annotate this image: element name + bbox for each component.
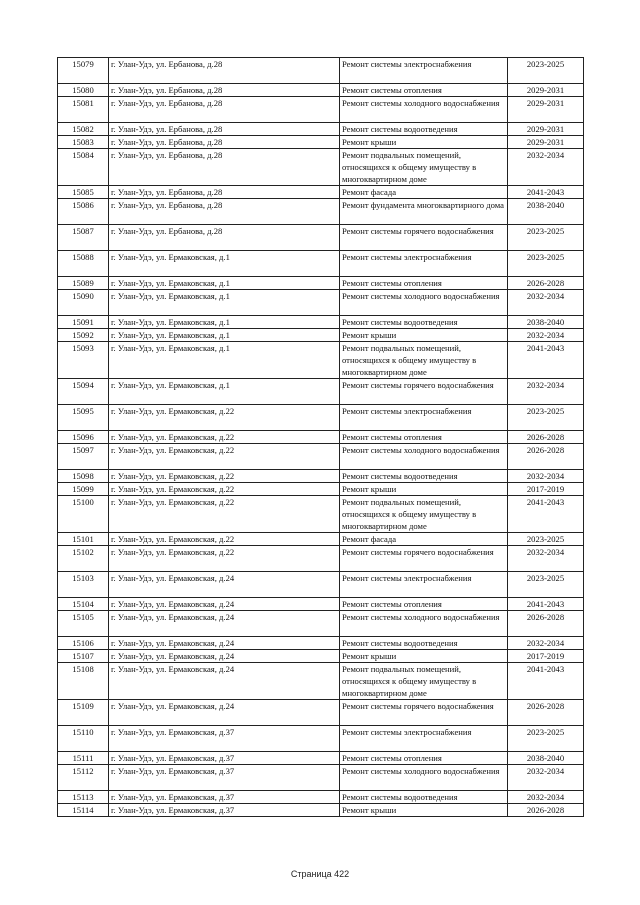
table-row bbox=[58, 663, 584, 700]
row-number: 15081 bbox=[58, 97, 109, 123]
row-number: 15093 bbox=[58, 342, 109, 379]
address-cell: г. Улан-Удэ, ул. Ербанова, д.28 bbox=[109, 199, 340, 225]
table-row bbox=[58, 483, 584, 496]
period-cell: 2029-2031 bbox=[508, 123, 584, 136]
table-row bbox=[58, 546, 584, 572]
work-type-cell: Ремонт подвальных помещений, относящихся к общему имуществу в многоквартирном доме bbox=[340, 149, 508, 186]
table-row bbox=[58, 199, 584, 225]
period-cell: 2041-2043 bbox=[508, 598, 584, 611]
address-cell: г. Улан-Удэ, ул. Ермаковская, д.24 bbox=[109, 700, 340, 726]
table-row bbox=[58, 405, 584, 431]
work-type-cell: Ремонт системы горячего водоснабжения bbox=[340, 700, 508, 726]
row-number: 15106 bbox=[58, 637, 109, 650]
row-number: 15098 bbox=[58, 470, 109, 483]
table-row bbox=[58, 765, 584, 791]
period-cell: 2041-2043 bbox=[508, 342, 584, 379]
address-cell: г. Улан-Удэ, ул. Ербанова, д.28 bbox=[109, 186, 340, 199]
period-cell: 2032-2034 bbox=[508, 637, 584, 650]
period-cell: 2029-2031 bbox=[508, 97, 584, 123]
table-row bbox=[58, 496, 584, 533]
row-number: 15089 bbox=[58, 277, 109, 290]
row-number: 15108 bbox=[58, 663, 109, 700]
period-cell: 2029-2031 bbox=[508, 136, 584, 149]
period-cell: 2038-2040 bbox=[508, 316, 584, 329]
row-number: 15087 bbox=[58, 225, 109, 251]
work-type-cell: Ремонт системы горячего водоснабжения bbox=[340, 546, 508, 572]
work-type-cell: Ремонт системы электроснабжения bbox=[340, 572, 508, 598]
address-cell: г. Улан-Удэ, ул. Ермаковская, д.37 bbox=[109, 752, 340, 765]
table-row bbox=[58, 186, 584, 199]
address-cell: г. Улан-Удэ, ул. Ермаковская, д.1 bbox=[109, 342, 340, 379]
address-cell: г. Улан-Удэ, ул. Ермаковская, д.22 bbox=[109, 496, 340, 533]
period-cell: 2026-2028 bbox=[508, 804, 584, 817]
row-number: 15094 bbox=[58, 379, 109, 405]
period-cell: 2032-2034 bbox=[508, 470, 584, 483]
row-number: 15095 bbox=[58, 405, 109, 431]
row-number: 15104 bbox=[58, 598, 109, 611]
address-cell: г. Улан-Удэ, ул. Ермаковская, д.1 bbox=[109, 290, 340, 316]
row-number: 15085 bbox=[58, 186, 109, 199]
row-number: 15088 bbox=[58, 251, 109, 277]
period-cell: 2026-2028 bbox=[508, 444, 584, 470]
period-cell: 2032-2034 bbox=[508, 546, 584, 572]
table-row bbox=[58, 290, 584, 316]
work-type-cell: Ремонт системы отопления bbox=[340, 598, 508, 611]
period-cell: 2032-2034 bbox=[508, 791, 584, 804]
address-cell: г. Улан-Удэ, ул. Ермаковская, д.22 bbox=[109, 470, 340, 483]
address-cell: г. Улан-Удэ, ул. Ермаковская, д.1 bbox=[109, 277, 340, 290]
address-cell: г. Улан-Удэ, ул. Ербанова, д.28 bbox=[109, 136, 340, 149]
work-type-cell: Ремонт подвальных помещений, относящихся к общему имуществу в многоквартирном доме bbox=[340, 663, 508, 700]
period-cell: 2038-2040 bbox=[508, 199, 584, 225]
address-cell: г. Улан-Удэ, ул. Ермаковская, д.37 bbox=[109, 765, 340, 791]
row-number: 15101 bbox=[58, 533, 109, 546]
work-type-cell: Ремонт системы электроснабжения bbox=[340, 726, 508, 752]
period-cell: 2032-2034 bbox=[508, 765, 584, 791]
address-cell: г. Улан-Удэ, ул. Ермаковская, д.1 bbox=[109, 329, 340, 342]
work-type-cell: Ремонт системы холодного водоснабжения bbox=[340, 97, 508, 123]
period-cell: 2041-2043 bbox=[508, 496, 584, 533]
table-row bbox=[58, 533, 584, 546]
row-number: 15105 bbox=[58, 611, 109, 637]
work-type-cell: Ремонт системы холодного водоснабжения bbox=[340, 290, 508, 316]
row-number: 15111 bbox=[58, 752, 109, 765]
table-row bbox=[58, 97, 584, 123]
table-row bbox=[58, 700, 584, 726]
table-row bbox=[58, 572, 584, 598]
period-cell: 2023-2025 bbox=[508, 58, 584, 84]
period-cell: 2041-2043 bbox=[508, 663, 584, 700]
table-row bbox=[58, 611, 584, 637]
row-number: 15114 bbox=[58, 804, 109, 817]
row-number: 15083 bbox=[58, 136, 109, 149]
address-cell: г. Улан-Удэ, ул. Ербанова, д.28 bbox=[109, 149, 340, 186]
work-type-cell: Ремонт крыши bbox=[340, 650, 508, 663]
row-number: 15103 bbox=[58, 572, 109, 598]
period-cell: 2032-2034 bbox=[508, 290, 584, 316]
period-cell: 2026-2028 bbox=[508, 611, 584, 637]
address-cell: г. Улан-Удэ, ул. Ермаковская, д.22 bbox=[109, 431, 340, 444]
address-cell: г. Улан-Удэ, ул. Ербанова, д.28 bbox=[109, 84, 340, 97]
table-row bbox=[58, 277, 584, 290]
address-cell: г. Улан-Удэ, ул. Ермаковская, д.22 bbox=[109, 533, 340, 546]
work-type-cell: Ремонт подвальных помещений, относящихся к общему имуществу в многоквартирном доме bbox=[340, 342, 508, 379]
period-cell: 2032-2034 bbox=[508, 329, 584, 342]
work-type-cell: Ремонт системы отопления bbox=[340, 431, 508, 444]
period-cell: 2023-2025 bbox=[508, 572, 584, 598]
address-cell: г. Улан-Удэ, ул. Ермаковская, д.24 bbox=[109, 650, 340, 663]
work-type-cell: Ремонт системы водоотведения bbox=[340, 637, 508, 650]
row-number: 15112 bbox=[58, 765, 109, 791]
address-cell: г. Улан-Удэ, ул. Ермаковская, д.24 bbox=[109, 572, 340, 598]
address-cell: г. Улан-Удэ, ул. Ермаковская, д.37 bbox=[109, 726, 340, 752]
page-footer bbox=[0, 869, 640, 879]
table-row bbox=[58, 444, 584, 470]
address-cell: г. Улан-Удэ, ул. Ермаковская, д.22 bbox=[109, 483, 340, 496]
row-number: 15110 bbox=[58, 726, 109, 752]
address-cell: г. Улан-Удэ, ул. Ербанова, д.28 bbox=[109, 58, 340, 84]
address-cell: г. Улан-Удэ, ул. Ермаковская, д.1 bbox=[109, 251, 340, 277]
row-number: 15102 bbox=[58, 546, 109, 572]
address-cell: г. Улан-Удэ, ул. Ермаковская, д.22 bbox=[109, 405, 340, 431]
address-cell: г. Улан-Удэ, ул. Ермаковская, д.37 bbox=[109, 791, 340, 804]
row-number: 15100 bbox=[58, 496, 109, 533]
work-type-cell: Ремонт системы холодного водоснабжения bbox=[340, 444, 508, 470]
work-type-cell: Ремонт системы холодного водоснабжения bbox=[340, 765, 508, 791]
address-cell: г. Улан-Удэ, ул. Ермаковская, д.24 bbox=[109, 663, 340, 700]
period-cell: 2023-2025 bbox=[508, 251, 584, 277]
table-row bbox=[58, 149, 584, 186]
table-body bbox=[58, 58, 584, 817]
table-row bbox=[58, 342, 584, 379]
work-type-cell: Ремонт системы горячего водоснабжения bbox=[340, 379, 508, 405]
table-row bbox=[58, 329, 584, 342]
period-cell: 2017-2019 bbox=[508, 650, 584, 663]
work-type-cell: Ремонт системы электроснабжения bbox=[340, 58, 508, 84]
address-cell: г. Улан-Удэ, ул. Ермаковская, д.24 bbox=[109, 598, 340, 611]
period-cell: 2023-2025 bbox=[508, 225, 584, 251]
table-row bbox=[58, 598, 584, 611]
row-number: 15107 bbox=[58, 650, 109, 663]
work-type-cell: Ремонт системы отопления bbox=[340, 84, 508, 97]
table-row bbox=[58, 58, 584, 84]
table-row bbox=[58, 379, 584, 405]
period-cell: 2038-2040 bbox=[508, 752, 584, 765]
address-cell: г. Улан-Удэ, ул. Ермаковская, д.37 bbox=[109, 804, 340, 817]
table-row bbox=[58, 804, 584, 817]
page-number: Страница 422 bbox=[290, 869, 350, 879]
row-number: 15097 bbox=[58, 444, 109, 470]
table-row bbox=[58, 84, 584, 97]
capital-repair-table bbox=[57, 57, 584, 817]
row-number: 15099 bbox=[58, 483, 109, 496]
row-number: 15079 bbox=[58, 58, 109, 84]
work-type-cell: Ремонт системы водоотведения bbox=[340, 123, 508, 136]
work-type-cell: Ремонт системы водоотведения bbox=[340, 791, 508, 804]
period-cell: 2032-2034 bbox=[508, 379, 584, 405]
period-cell: 2023-2025 bbox=[508, 533, 584, 546]
row-number: 15084 bbox=[58, 149, 109, 186]
table-row bbox=[58, 726, 584, 752]
work-type-cell: Ремонт фундамента многоквартирного дома bbox=[340, 199, 508, 225]
work-type-cell: Ремонт крыши bbox=[340, 483, 508, 496]
table-row bbox=[58, 316, 584, 329]
table-row bbox=[58, 251, 584, 277]
table-row bbox=[58, 752, 584, 765]
work-type-cell: Ремонт крыши bbox=[340, 804, 508, 817]
period-cell: 2026-2028 bbox=[508, 431, 584, 444]
address-cell: г. Улан-Удэ, ул. Ермаковская, д.24 bbox=[109, 611, 340, 637]
row-number: 15082 bbox=[58, 123, 109, 136]
work-type-cell: Ремонт крыши bbox=[340, 136, 508, 149]
period-cell: 2032-2034 bbox=[508, 149, 584, 186]
work-type-cell: Ремонт фасада bbox=[340, 186, 508, 199]
address-cell: г. Улан-Удэ, ул. Ермаковская, д.22 bbox=[109, 546, 340, 572]
period-cell: 2023-2025 bbox=[508, 726, 584, 752]
address-cell: г. Улан-Удэ, ул. Ербанова, д.28 bbox=[109, 225, 340, 251]
period-cell: 2017-2019 bbox=[508, 483, 584, 496]
work-type-cell: Ремонт системы электроснабжения bbox=[340, 405, 508, 431]
work-type-cell: Ремонт системы электроснабжения bbox=[340, 251, 508, 277]
period-cell: 2026-2028 bbox=[508, 277, 584, 290]
work-type-cell: Ремонт фасада bbox=[340, 533, 508, 546]
address-cell: г. Улан-Удэ, ул. Ермаковская, д.1 bbox=[109, 379, 340, 405]
work-type-cell: Ремонт подвальных помещений, относящихся к общему имуществу в многоквартирном доме bbox=[340, 496, 508, 533]
table-row bbox=[58, 650, 584, 663]
work-type-cell: Ремонт системы водоотведения bbox=[340, 470, 508, 483]
row-number: 15080 bbox=[58, 84, 109, 97]
table-row bbox=[58, 470, 584, 483]
period-cell: 2029-2031 bbox=[508, 84, 584, 97]
work-type-cell: Ремонт системы отопления bbox=[340, 277, 508, 290]
row-number: 15092 bbox=[58, 329, 109, 342]
row-number: 15091 bbox=[58, 316, 109, 329]
row-number: 15113 bbox=[58, 791, 109, 804]
row-number: 15109 bbox=[58, 700, 109, 726]
row-number: 15090 bbox=[58, 290, 109, 316]
row-number: 15086 bbox=[58, 199, 109, 225]
table-row bbox=[58, 136, 584, 149]
address-cell: г. Улан-Удэ, ул. Ербанова, д.28 bbox=[109, 123, 340, 136]
work-type-cell: Ремонт крыши bbox=[340, 329, 508, 342]
work-type-cell: Ремонт системы холодного водоснабжения bbox=[340, 611, 508, 637]
period-cell: 2026-2028 bbox=[508, 700, 584, 726]
work-type-cell: Ремонт системы горячего водоснабжения bbox=[340, 225, 508, 251]
work-type-cell: Ремонт системы водоотведения bbox=[340, 316, 508, 329]
table-row bbox=[58, 791, 584, 804]
period-cell: 2041-2043 bbox=[508, 186, 584, 199]
period-cell: 2023-2025 bbox=[508, 405, 584, 431]
address-cell: г. Улан-Удэ, ул. Ербанова, д.28 bbox=[109, 97, 340, 123]
table-row bbox=[58, 225, 584, 251]
address-cell: г. Улан-Удэ, ул. Ермаковская, д.24 bbox=[109, 637, 340, 650]
work-type-cell: Ремонт системы отопления bbox=[340, 752, 508, 765]
address-cell: г. Улан-Удэ, ул. Ермаковская, д.22 bbox=[109, 444, 340, 470]
table-row bbox=[58, 123, 584, 136]
table-row bbox=[58, 431, 584, 444]
row-number: 15096 bbox=[58, 431, 109, 444]
table-row bbox=[58, 637, 584, 650]
address-cell: г. Улан-Удэ, ул. Ермаковская, д.1 bbox=[109, 316, 340, 329]
